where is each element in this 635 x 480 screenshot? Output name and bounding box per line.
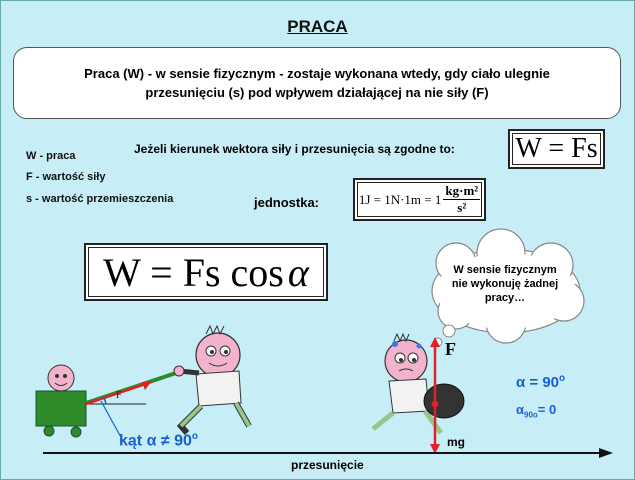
alpha-90-result-sub: 90o bbox=[524, 410, 538, 420]
axis-label: przesunięcie bbox=[291, 458, 364, 472]
formula-general-text: W = Fs cos bbox=[103, 249, 284, 295]
page-title: PRACA bbox=[287, 17, 348, 36]
unit-formula-lhs: 1J = 1N·1m = 1 bbox=[358, 191, 442, 207]
alpha-90-result-value: = 0 bbox=[537, 402, 557, 417]
thought-text: W sensie fizycznym nie wykonuję żadnej pracy… bbox=[451, 264, 559, 304]
formula-alpha: α bbox=[287, 249, 309, 295]
legend-w: W - praca bbox=[26, 150, 76, 162]
child-in-cart bbox=[48, 365, 74, 391]
legend-s: s - wartość przemieszczenia bbox=[26, 193, 174, 205]
definition-text: Praca (W) - w sensie fizycznym - zostaje wykonana wtedy, gdy ciało ulegnie przesunięciu (s) pod wpływem działającej na nie siły (F) bbox=[84, 66, 550, 100]
alpha-90-result bbox=[516, 402, 556, 420]
cart-force-label: F bbox=[116, 390, 122, 401]
angle-label-degree: o bbox=[191, 431, 198, 442]
force-label: F bbox=[445, 339, 456, 359]
pulling-boy bbox=[174, 326, 249, 433]
formula-simple-text: W = Fs bbox=[515, 133, 598, 164]
legend-f: F - wartość siły bbox=[26, 171, 106, 183]
alpha-90-result-symbol: α bbox=[516, 402, 524, 417]
angle-label bbox=[119, 431, 198, 450]
condition-text: Jeżeli kierunek wektora siły i przesunięcia są zgodne to: bbox=[134, 142, 455, 156]
unit-denominator: s² bbox=[457, 200, 467, 215]
angle-label-text: kąt α ≠ 90 bbox=[119, 432, 192, 450]
weight-label: mg bbox=[447, 435, 465, 449]
unit-label: jednostka: bbox=[254, 195, 320, 210]
alpha-90-text: α = 90 bbox=[516, 374, 560, 391]
alpha-90-degree: o bbox=[559, 373, 566, 384]
unit-numerator: kg·m² bbox=[445, 183, 479, 198]
alpha-90-label bbox=[516, 373, 565, 391]
